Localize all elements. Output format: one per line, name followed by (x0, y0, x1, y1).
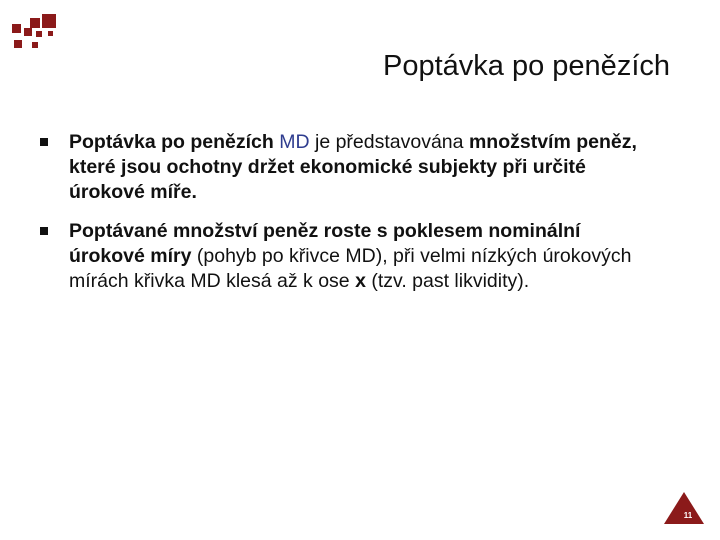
bullet-square-icon (40, 138, 48, 146)
logo-square (24, 28, 32, 36)
bullet-text-bold: Poptávané množství peněz roste s poklesem nominální úrokové míry (69, 220, 581, 267)
logo-square (14, 40, 22, 48)
triangle-icon (662, 490, 706, 526)
bullet-text-bold: Poptávka po penězích (69, 131, 274, 153)
page-number-badge (662, 490, 706, 526)
slide-title: Poptávka po penězích (383, 50, 670, 82)
logo-square (48, 31, 53, 36)
logo (0, 0, 70, 60)
logo-square (12, 24, 21, 33)
bullet-text-bold: množstvím peněz, které jsou ochotny držet ekonomické subjekty při určité úrokové míře. (69, 131, 637, 203)
logo-square (32, 42, 38, 48)
slide-content (40, 130, 655, 308)
logo-square (36, 31, 42, 37)
bullet-square-icon (40, 227, 48, 235)
logo-square (30, 18, 40, 28)
bullet-text-highlight: MD (279, 131, 310, 153)
bullet-text: je představována (314, 131, 464, 153)
bullet-text: (tzv. past likvidity). (371, 270, 530, 292)
logo-square (42, 14, 56, 28)
bullet-item (40, 219, 655, 294)
bullet-text: (pohyb po křivce MD), při velmi nízkých úrokových mírách křivka MD klesá až k ose (69, 245, 632, 292)
page-number: 11 (683, 511, 693, 520)
bullet-item (40, 130, 655, 205)
bullet-text-bold: x (355, 270, 366, 292)
